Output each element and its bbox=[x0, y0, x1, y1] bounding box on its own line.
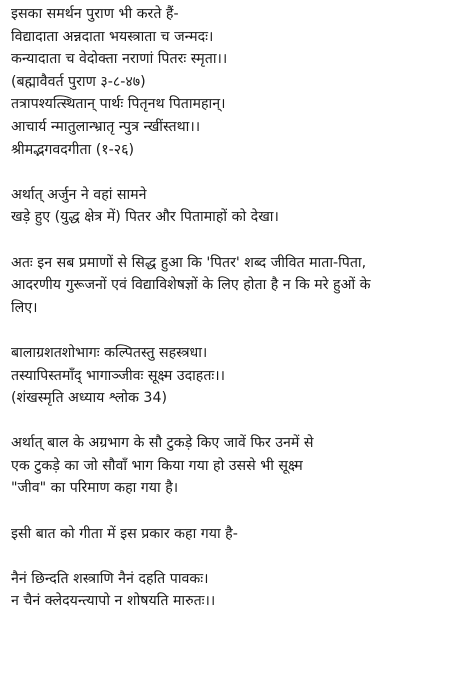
text-line: "जीव" का परिमाण कहा गया है। bbox=[11, 480, 179, 497]
text-line: (बह्मावैवर्त पुराण ३-८-४७) bbox=[11, 73, 146, 90]
text-line: अतः इन सब प्रमाणों से सिद्ध हुआ कि 'पितर' शब्द जीवित माता-पिता, bbox=[11, 254, 367, 271]
paragraph-jiva-meaning bbox=[11, 432, 463, 500]
paragraph-gap bbox=[11, 410, 463, 433]
text-line: अर्थात् बाल के अग्रभाग के सौ टुकड़े किए जावें फिर उनमें से bbox=[11, 435, 314, 452]
text-line: कन्यादाता च वेदोक्ता नराणां पितरः स्मृता।। bbox=[11, 51, 228, 68]
text-line: एक टुकड़े का जो सौवाँ भाग किया गया हो उससे भी सूक्ष्म bbox=[11, 457, 303, 474]
text-line: आदरणीय गुरूजनों एवं विद्याविशेषज्ञों के लिए होता है न कि मरे हुओं के bbox=[11, 277, 371, 294]
paragraph-gap bbox=[11, 545, 463, 568]
text-line: आचार्य न्मातुलान्भ्रातृ न्पुत्र न्खींस्तथा।। bbox=[11, 118, 201, 135]
text-line: तस्यापिस्तमाँद् भागाञ्जीवः सूक्ष्म उदाहतः।। bbox=[11, 367, 226, 384]
paragraph-gita-intro bbox=[11, 523, 463, 546]
paragraph-gap bbox=[11, 319, 463, 342]
text-line: इसी बात को गीता में इस प्रकार कहा गया है- bbox=[11, 525, 238, 542]
text-line: श्रीमद्भगवदगीता (१-२६) bbox=[11, 141, 135, 158]
text-line: बालाग्रशतशोभागः कल्पितस्तु सहस्त्रधा। bbox=[11, 344, 208, 361]
paragraph-gap bbox=[11, 229, 463, 252]
paragraph-shankhasmriti-verse bbox=[11, 342, 463, 410]
paragraph-gap bbox=[11, 500, 463, 523]
paragraph-conclusion bbox=[11, 252, 463, 320]
paragraph-gap bbox=[11, 161, 463, 184]
text-line: विद्यादाता अन्नदाता भयस्त्राता च जन्मदः। bbox=[11, 28, 214, 45]
text-line: न चैनं क्लेदयन्त्यापो न शोषयति मारुतः।। bbox=[11, 593, 216, 610]
text-line: तत्रापश्यत्स्थितान् पार्थः पितृनथ पितामहान्। bbox=[11, 96, 226, 113]
paragraph-arjuna-meaning bbox=[11, 184, 463, 229]
paragraph-purana-quote bbox=[11, 3, 463, 161]
text-line: इसका समर्थन पुराण भी करते हैं- bbox=[11, 6, 179, 22]
text-line: अर्थात् अर्जुन ने वहां सामने bbox=[11, 186, 147, 203]
text-line: (शंखस्मृति अध्याय श्लोक 34) bbox=[11, 390, 168, 407]
text-line: नैनं छिन्दति शस्त्राणि नैनं दहति पावकः। bbox=[11, 570, 209, 587]
paragraph-gita-verse bbox=[11, 568, 463, 613]
text-line: लिए। bbox=[11, 299, 38, 316]
text-line: खड़े हुए (युद्ध क्षेत्र में) पितर और पितामाहों को देखा। bbox=[11, 209, 279, 226]
document-body bbox=[11, 3, 463, 613]
